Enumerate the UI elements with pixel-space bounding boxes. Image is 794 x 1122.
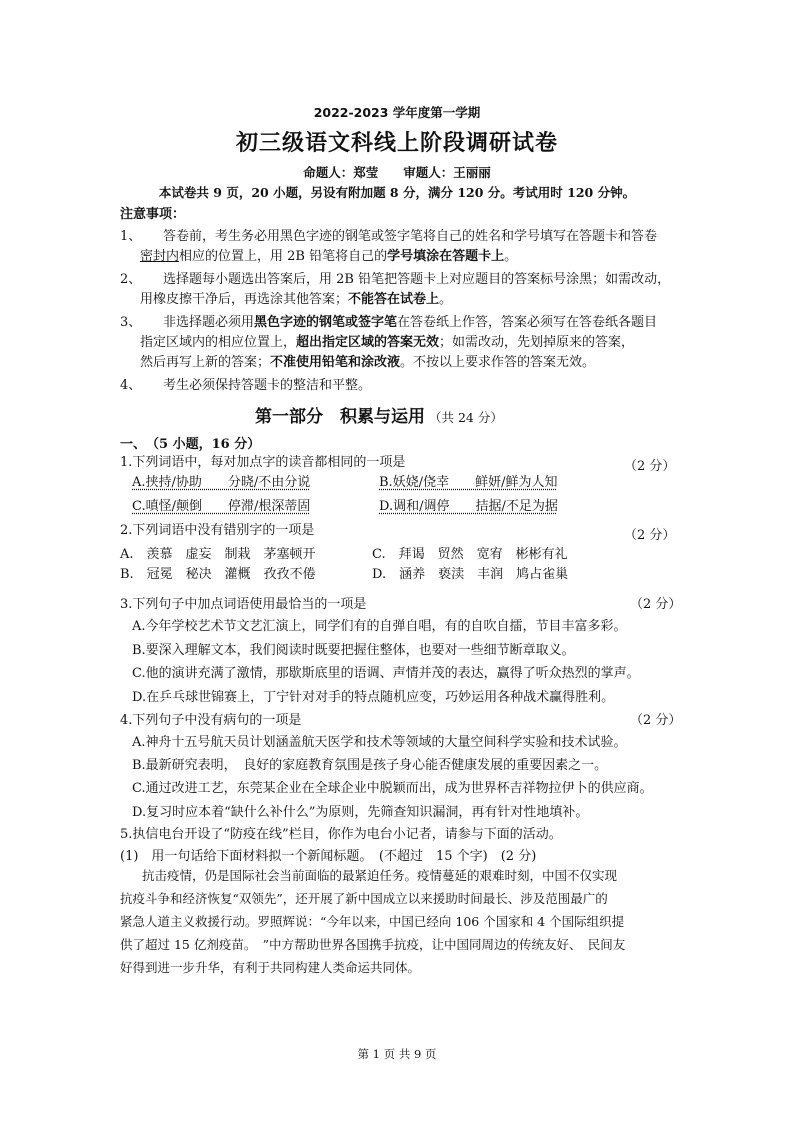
note-1-emphasis: 学号填涂在答题卡上: [387, 249, 505, 264]
section-1-heading: 一、 （5 小题，16 分）: [120, 437, 261, 452]
part-1-title: 第一部分 积累与运用: [255, 407, 425, 427]
part-1-heading: [255, 402, 503, 427]
notes-heading: 注意事项：: [120, 207, 186, 222]
q2-stem: 2.下列词语中没有错别字的一项是: [120, 523, 315, 538]
q5-passage-line-3: 紧急人道主义救援行动。罗照辉说：“今年以来，中国已经向 106 个国家和 4 个国际组织提: [120, 914, 625, 929]
note-1-text: 相应的位置上，用 2B 铅笔将自己的: [179, 249, 388, 264]
q5-passage-line-4: 供了超过 15 亿剂疫苗。 ”中方帮助世界各国携手抗疫，让中国同周边的传统友好、 民间友: [120, 937, 626, 952]
note-3-emphasis-c: 不准使用铅笔和涂改液: [270, 355, 401, 370]
q4-score: （2 分）: [630, 713, 682, 728]
q3-option-a: A.今年学校艺术节文艺汇演上，同学们有的自弹自唱，有的自吹自擂，节目丰富多彩。: [132, 619, 627, 634]
note-3-text-c: 指定区域内的相应位置上，: [140, 335, 297, 350]
authors-line: 命题人：郑莹 审题人：王丽丽: [303, 165, 491, 180]
q2-score: （2 分）: [624, 528, 676, 543]
note-3-line-2: [140, 331, 634, 350]
q3-option-d: D.在乒乓球世锦赛上，丁宁针对对手的特点随机应变，巧妙运用各种战术赢得胜利。: [132, 690, 615, 705]
q1-option-d: D.调和/调停 拮据/不足为据: [379, 499, 558, 514]
q4-stem: 4.下列句子中没有病句的一项是: [120, 713, 302, 728]
year-term: 2022-2023 学年度第一学期: [313, 105, 481, 120]
q5-passage-line-5: 好得到进一步升华，有利于共同构建人类命运共同体。: [120, 960, 421, 975]
note-2-emphasis: 不能答在试卷上: [348, 292, 440, 307]
q1-option-c: C.嗔怪/颠倒 停滞/根深蒂固: [132, 499, 311, 514]
q5-sub-1: (1) 用一句话给下面材料拟一个新闻标题。 (不超过 15 个字) (2 分): [120, 849, 537, 864]
note-3-text-d: ；如需改动，先划掉原来的答案，: [439, 335, 635, 350]
note-3-line-1: [163, 311, 657, 330]
q4-option-a: A.神舟十五号航天员计划涵盖航天医学和技术等领域的大量空间科学实验和技术试验。: [132, 735, 627, 750]
note-3-number: 3、: [120, 315, 142, 330]
q2-option-d: D. 涵养 亵渎 丰润 鸠占雀巢: [372, 567, 569, 582]
note-1-end: 。: [504, 249, 518, 264]
q3-score: （2 分）: [630, 597, 682, 612]
q3-stem: 3.下列句子中加点词语使用最恰当的一项是: [120, 597, 367, 612]
note-2-line-2: [140, 288, 452, 307]
q2-option-a: A. 羡慕 虚妄 制栽 茅塞顿开: [120, 547, 316, 562]
note-4-line: 考生必须保持答题卡的整洁和平整。: [163, 378, 372, 393]
note-3-line-3: [140, 351, 595, 370]
note-3-text-a: 非选择题必须用: [163, 315, 255, 330]
q5-passage-line-2: 抗疫斗争和经济恢复“双领先”，还开展了新中国成立以来援助时间最长、涉及范围最广的: [120, 891, 608, 906]
note-1-line-1: 答卷前，考生务必用黑色字迹的钢笔或签字笔将自己的姓名和学号填写在答题卡和答卷: [163, 229, 658, 244]
q5-stem: 5.执信电台开设了“防疫在线”栏目，你作为电台小记者，请参与下面的活动。: [120, 827, 562, 842]
q5-passage-line-1: 抗击疫情，仍是国际社会当前面临的最紧迫任务。疫情蔓延的艰难时刻，中国不仅实现: [142, 868, 618, 883]
page-number: 第 1 页 共 9 页: [357, 1047, 437, 1061]
note-4-number: 4、: [120, 378, 142, 393]
exam-info: 本试卷共 9 页，20 小题，另设有附加题 8 分，满分 120 分。考试用时 120 分钟。: [158, 185, 636, 200]
q4-option-b: B.最新研究表明， 良好的家庭教育氛围是孩子身心能否健康发展的重要因素之一。: [132, 758, 608, 773]
q1-stem: 1.下列词语中，每对加点字的读音都相同的一项是: [120, 455, 406, 470]
note-1-number: 1、: [120, 229, 142, 244]
q2-option-b: B. 冠冕 秘决 灌概 孜孜不倦: [120, 567, 316, 582]
note-1-line-2: [140, 245, 517, 264]
q1-option-a: A.挟持/协助 分晓/不由分说: [132, 475, 311, 490]
note-2-number: 2、: [120, 272, 142, 287]
note-2-text: 用橡皮擦干净后，再选涂其他答案；: [140, 292, 349, 307]
note-2-line-1: 选择题每小题选出答案后，用 2B 铅笔把答题卡上对应题目的答案标号涂黑；如需改动，: [163, 272, 671, 287]
q1-option-b: B.妖娆/侥幸 鲜妍/鲜为人知: [379, 475, 558, 490]
q3-option-b: B.要深入理解文本，我们阅读时既要把握住整体，也要对一些细节断章取义。: [132, 643, 575, 658]
q4-option-d: D.复习时应本着“缺什么补什么”为原则，先筛查知识漏洞，再有针对性地填补。: [132, 805, 589, 820]
q2-option-c: C. 拜谒 贸然 宽宥 彬彬有礼: [372, 547, 568, 562]
note-3-text-e: 然后再写上新的答案；: [140, 355, 271, 370]
note-2-end: 。: [439, 292, 453, 307]
note-3-text-f: 。不按以上要求作答的答案无效。: [400, 355, 596, 370]
part-1-score: （共 24 分）: [429, 410, 503, 425]
note-3-emphasis-a: 黑色字迹的钢笔或签字笔: [254, 315, 398, 330]
note-3-text-b: 在答卷纸上作答，答案必须写在答卷纸各题目: [397, 315, 658, 330]
q3-option-c: C.他的演讲充满了激情，那歇斯底里的语调、声情并茂的表达，赢得了听众热烈的掌声。: [132, 666, 640, 681]
note-3-emphasis-b: 超出指定区域的答案无效: [296, 335, 440, 350]
q4-option-c: C.通过改进工艺，东莞某企业在全球企业中脱颖而出，成为世界杯吉祥物拉伊卜的供应商。: [132, 781, 653, 796]
note-1-sealed-area: 密封内: [140, 249, 180, 264]
page-title: 初三级语文科线上阶段调研试卷: [235, 130, 558, 156]
q1-score: （2 分）: [624, 459, 676, 474]
